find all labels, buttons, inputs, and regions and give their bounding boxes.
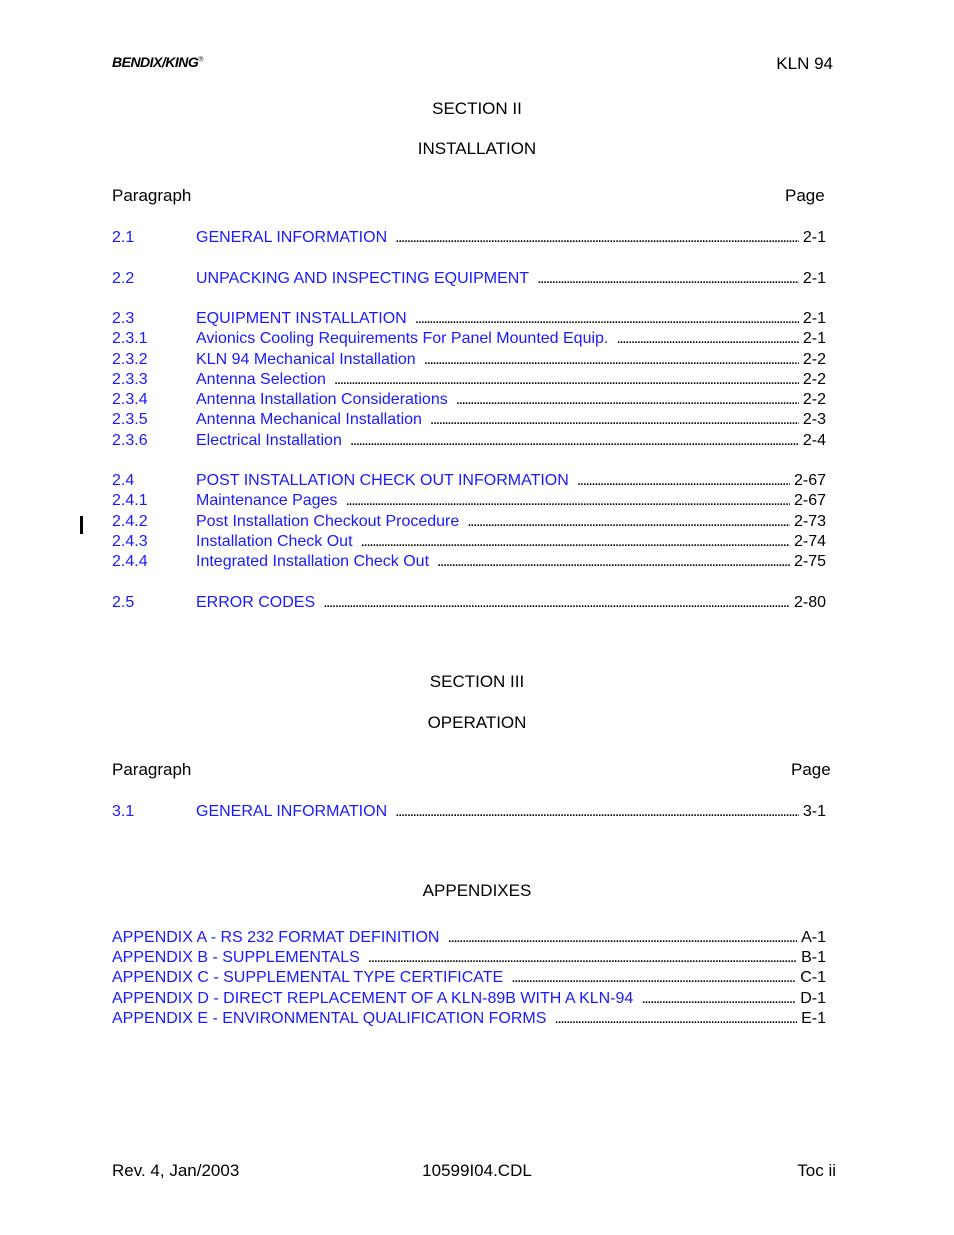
dot-leader — [616, 329, 799, 349]
toc-entry-page: 2-80 — [793, 594, 826, 611]
toc-entry-page: 2-75 — [793, 553, 826, 570]
toc-entry-link[interactable]: EQUIPMENT INSTALLATION — [196, 310, 407, 327]
dot-leader — [424, 350, 799, 370]
toc-entry-link[interactable]: Maintenance Pages — [196, 492, 338, 509]
toc-entry[interactable] — [112, 532, 826, 552]
toc-entry-link[interactable]: Post Installation Checkout Procedure — [196, 513, 460, 530]
toc-entry-number[interactable]: 2.1 — [112, 229, 135, 246]
dot-leader — [577, 471, 790, 491]
toc-entry-number[interactable]: 2.3.2 — [112, 351, 148, 368]
toc-entry[interactable] — [112, 552, 826, 572]
toc-entry-link[interactable]: POST INSTALLATION CHECK OUT INFORMATION — [196, 472, 569, 489]
dot-leader — [361, 532, 790, 552]
dot-leader — [511, 968, 796, 988]
toc-entry-page: 2-1 — [802, 229, 826, 246]
toc-entry-page: 2-73 — [793, 513, 826, 530]
toc-entry-number[interactable]: 2.3.4 — [112, 391, 148, 408]
toc-entry-link[interactable]: Installation Check Out — [196, 533, 353, 550]
toc-entry-number[interactable]: 2.4.4 — [112, 553, 148, 570]
toc-entry-link[interactable]: GENERAL INFORMATION — [196, 803, 388, 820]
toc-entry-number[interactable]: 2.4.2 — [112, 513, 148, 530]
toc-entry-link[interactable]: GENERAL INFORMATION — [196, 229, 388, 246]
toc-entry[interactable] — [112, 802, 826, 822]
toc-entry-link[interactable]: UNPACKING AND INSPECTING EQUIPMENT — [196, 270, 530, 287]
section-3-subtitle: OPERATION — [427, 713, 527, 732]
toc-entry-link[interactable]: Avionics Cooling Requirements For Panel Mounted Equip. — [196, 330, 609, 347]
toc-entry-link[interactable]: Antenna Mechanical Installation — [196, 411, 422, 428]
toc-entry-link[interactable]: Electrical Installation — [196, 432, 342, 449]
toc-entry[interactable] — [112, 228, 826, 248]
toc-entry-page: A-1 — [801, 929, 826, 946]
toc-entry[interactable] — [112, 593, 826, 613]
dot-leader — [395, 228, 799, 248]
toc-entry-link[interactable]: APPENDIX B - SUPPLEMENTALS — [112, 949, 360, 966]
paragraph-column-header: Paragraph — [112, 760, 192, 779]
toc-entry-number[interactable]: 2.4.3 — [112, 533, 148, 550]
toc-entry[interactable] — [112, 928, 826, 948]
toc-entry-page: 2-2 — [802, 371, 826, 388]
dot-leader — [437, 552, 790, 572]
toc-entry[interactable] — [112, 350, 826, 370]
dot-leader — [334, 370, 799, 390]
toc-entry-page: 2-67 — [793, 472, 826, 489]
toc-entry-page: C-1 — [800, 969, 826, 986]
toc-entry-number[interactable]: 2.4.1 — [112, 492, 148, 509]
toc-entry[interactable] — [112, 968, 826, 988]
dot-leader — [456, 390, 799, 410]
paragraph-column-header: Paragraph — [112, 186, 192, 205]
toc-entry[interactable] — [112, 269, 826, 289]
toc-entry-number[interactable]: 2.3.1 — [112, 330, 148, 347]
toc-entry[interactable] — [112, 491, 826, 511]
toc-entry-page: 2-67 — [793, 492, 826, 509]
toc-entry[interactable] — [112, 329, 826, 349]
toc-entry-link[interactable]: Antenna Selection — [196, 371, 326, 388]
toc-entry-page: 2-1 — [802, 330, 826, 347]
toc-entry-link[interactable]: Integrated Installation Check Out — [196, 553, 430, 570]
toc-entry[interactable] — [112, 370, 826, 390]
bendix-king-logo: BENDIX/KING® — [112, 54, 203, 70]
toc-entry-page: 2-4 — [802, 432, 826, 449]
toc-entry-link[interactable]: APPENDIX E - ENVIRONMENTAL QUALIFICATION FORMS — [112, 1010, 547, 1027]
toc-entry-page: E-1 — [801, 1010, 826, 1027]
dot-leader — [395, 802, 799, 822]
toc-entry-link[interactable]: KLN 94 Mechanical Installation — [196, 351, 416, 368]
change-bar — [80, 516, 83, 534]
dot-leader — [415, 309, 799, 329]
document-id: 10599I04.CDL — [422, 1161, 532, 1180]
toc-entry[interactable] — [112, 471, 826, 491]
page-number: Toc ii — [797, 1161, 836, 1180]
dot-leader — [467, 512, 790, 532]
section-3-title: SECTION III — [429, 672, 525, 691]
toc-entry-number[interactable]: 3.1 — [112, 803, 135, 820]
toc-entry-page: 3-1 — [802, 803, 826, 820]
page-column-header: Page — [791, 760, 831, 779]
toc-entry-number[interactable]: 2.4 — [112, 472, 135, 489]
toc-entry[interactable] — [112, 1009, 826, 1029]
dot-leader — [537, 269, 799, 289]
toc-entry-number[interactable]: 2.5 — [112, 594, 135, 611]
toc-entry-page: 2-3 — [802, 411, 826, 428]
toc-entry[interactable] — [112, 512, 826, 532]
toc-entry[interactable] — [112, 989, 826, 1009]
revision-date: Rev. 4, Jan/2003 — [112, 1161, 240, 1180]
model-name: KLN 94 — [776, 54, 833, 73]
section-2-title: SECTION II — [432, 99, 522, 118]
toc-entry-page: B-1 — [801, 949, 826, 966]
toc-entry-page: 2-74 — [793, 533, 826, 550]
dot-leader — [430, 410, 799, 430]
toc-entry[interactable] — [112, 948, 826, 968]
dot-leader — [447, 928, 797, 948]
dot-leader — [554, 1009, 797, 1029]
toc-entry[interactable] — [112, 390, 826, 410]
toc-entry-link[interactable]: ERROR CODES — [196, 594, 316, 611]
toc-entry-number[interactable]: 2.3.6 — [112, 432, 148, 449]
toc-entry-page: 2-1 — [802, 310, 826, 327]
toc-entry-number[interactable]: 2.3.5 — [112, 411, 148, 428]
toc-entry-link[interactable]: Antenna Installation Considerations — [196, 391, 448, 408]
toc-entry-link[interactable]: APPENDIX C - SUPPLEMENTAL TYPE CERTIFICATE — [112, 969, 504, 986]
appendixes-title: APPENDIXES — [422, 881, 532, 900]
toc-entry-page: 2-2 — [802, 351, 826, 368]
dot-leader — [323, 593, 790, 613]
toc-entry[interactable] — [112, 410, 826, 430]
toc-entry-page: 2-1 — [802, 270, 826, 287]
toc-entry-number[interactable]: 2.3.3 — [112, 371, 148, 388]
toc-entry[interactable] — [112, 431, 826, 451]
page-column-header: Page — [785, 186, 825, 205]
toc-entry-page: D-1 — [800, 990, 826, 1007]
toc-entry-link[interactable]: APPENDIX A - RS 232 FORMAT DEFINITION — [112, 929, 440, 946]
section-2-subtitle: INSTALLATION — [417, 139, 537, 158]
toc-entry[interactable] — [112, 309, 826, 329]
toc-entry-number[interactable]: 2.3 — [112, 310, 135, 327]
dot-leader — [641, 989, 796, 1009]
dot-leader — [345, 491, 790, 511]
toc-entry-number[interactable]: 2.2 — [112, 270, 135, 287]
toc-entry-link[interactable]: APPENDIX D - DIRECT REPLACEMENT OF A KLN-89B WITH A KLN-94 — [112, 990, 634, 1007]
toc-entry-page: 2-2 — [802, 391, 826, 408]
dot-leader — [350, 431, 799, 451]
dot-leader — [368, 948, 797, 968]
